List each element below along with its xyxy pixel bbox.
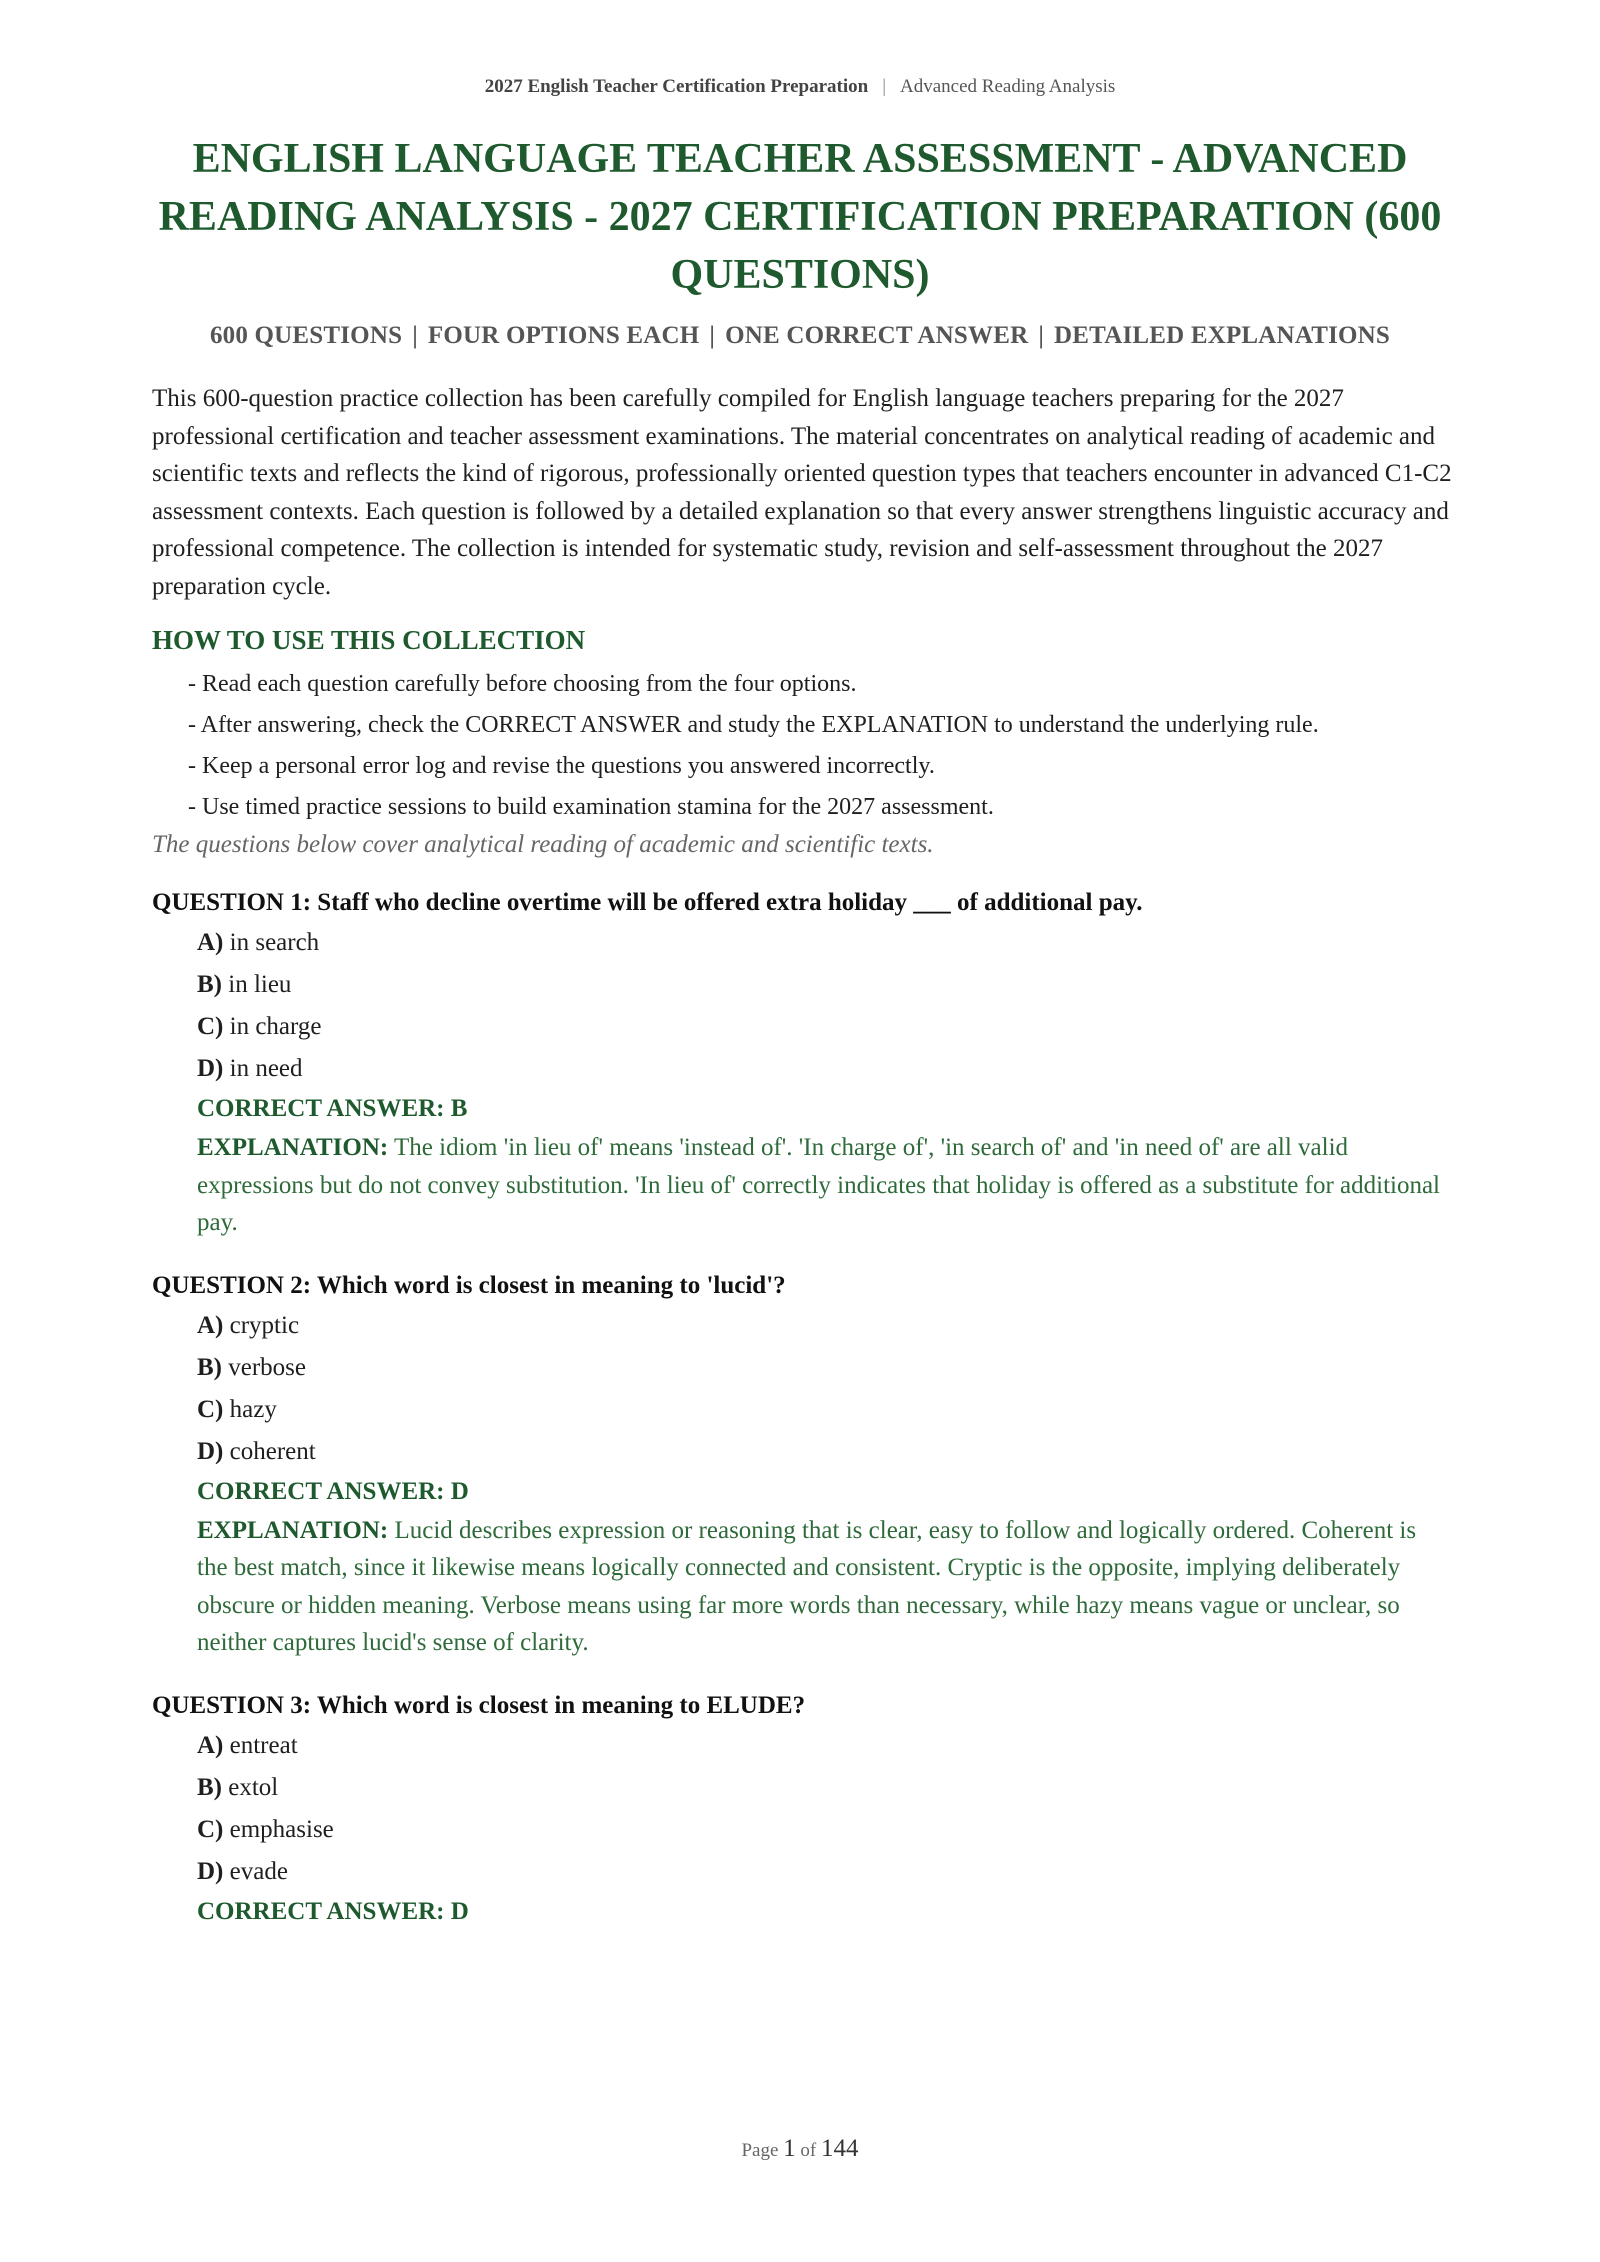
option-list	[152, 1730, 1452, 1888]
option-letter: B)	[197, 1773, 222, 1801]
question-2	[152, 1272, 1452, 1662]
option-letter: A)	[197, 929, 224, 956]
answer-value: B	[450, 1095, 468, 1122]
running-head	[0, 76, 1600, 98]
option-letter: C)	[197, 1395, 224, 1423]
option-c	[197, 1011, 1452, 1043]
option-letter: D)	[197, 1857, 224, 1885]
correct-answer	[152, 1898, 1452, 1926]
intro-paragraph: This 600-question practice collection has been carefully compiled for English language teachers preparing for the 2027 professional certification and teacher assessment examinations. The material concentrates on analytical reading of academic and scientific texts and reflects the kind of rigorous, professionally oriented question types that teachers encounter in advanced C1-C2 assessment contexts. Each question is followed by a detailed explanation so that every answer strengthens linguistic accuracy and professional competence. The collection is intended for systematic study, revision and self-assessment throughout the 2027 preparation cycle.	[152, 385, 1452, 600]
question-text: QUESTION 2: Which word is closest in meaning to 'lucid'?	[152, 1271, 786, 1299]
correct-answer	[152, 1478, 1452, 1506]
answer-label: CORRECT ANSWER:	[197, 1477, 445, 1505]
document-subtitle	[100, 322, 1500, 350]
option-letter: C)	[197, 1815, 224, 1843]
option-text: coherent	[229, 1437, 316, 1465]
correct-answer	[152, 1095, 1452, 1123]
subtitle-item: DETAILED EXPLANATIONS	[1054, 322, 1391, 349]
how-to-item: - Read each question carefully before choosing from the four options.	[188, 671, 857, 697]
option-text: evade	[229, 1857, 288, 1885]
how-to-heading: HOW TO USE THIS COLLECTION	[152, 625, 586, 655]
option-letter: D)	[197, 1055, 224, 1082]
option-d	[197, 1053, 1452, 1085]
running-head-left: 2027 English Teacher Certification Preparation	[484, 76, 869, 97]
subtitle-item: ONE CORRECT ANSWER	[725, 322, 1029, 349]
option-a	[197, 1310, 1452, 1342]
explanation-label: EXPLANATION:	[197, 1134, 389, 1161]
subtitle-separator: |	[709, 322, 716, 349]
option-text: in need	[229, 1055, 303, 1082]
answer-label: CORRECT ANSWER:	[197, 1897, 445, 1925]
option-text: hazy	[229, 1395, 277, 1423]
running-head-right: Advanced Reading Analysis	[900, 76, 1116, 97]
option-b	[197, 1352, 1452, 1384]
option-text: extol	[228, 1773, 279, 1801]
explanation	[152, 1512, 1452, 1662]
option-a	[197, 1730, 1452, 1762]
question-text: QUESTION 1: Staff who decline overtime will be offered extra holiday ___ of additional pay.	[152, 889, 1143, 916]
question-3	[152, 1692, 1452, 1926]
option-letter: D)	[197, 1437, 224, 1465]
option-text: in search	[229, 929, 320, 956]
option-b	[197, 1772, 1452, 1804]
option-a	[197, 927, 1452, 959]
option-list	[152, 1310, 1452, 1468]
subtitle-separator: |	[1038, 322, 1045, 349]
of-word: of	[800, 2140, 817, 2161]
option-c	[197, 1814, 1452, 1846]
option-c	[197, 1394, 1452, 1426]
option-letter: B)	[197, 971, 222, 998]
page-footer	[0, 2135, 1600, 2163]
option-letter: B)	[197, 1353, 222, 1381]
how-to-item: - Use timed practice sessions to build examination stamina for the 2027 assessment.	[188, 794, 994, 820]
subtitle-item: 600 QUESTIONS	[209, 322, 403, 349]
running-head-separator: |	[882, 76, 887, 97]
explanation-label: EXPLANATION:	[197, 1516, 389, 1544]
option-text: in lieu	[228, 971, 292, 998]
option-text: cryptic	[229, 1311, 300, 1339]
option-text: emphasise	[229, 1815, 334, 1843]
option-text: in charge	[229, 1013, 322, 1040]
document-title: ENGLISH LANGUAGE TEACHER ASSESSMENT - ADVANCED READING ANALYSIS - 2027 CERTIFICATION PREPARATION (600 QUESTIONS)	[158, 136, 1442, 298]
how-to-item: - After answering, check the CORRECT ANSWER and study the EXPLANATION to understand the underlying rule.	[188, 712, 1319, 738]
option-letter: A)	[197, 1311, 224, 1339]
question-1	[152, 889, 1452, 1242]
document-body	[152, 380, 1452, 1932]
answer-value: D	[450, 1477, 469, 1505]
question-text: QUESTION 3: Which word is closest in meaning to ELUDE?	[152, 1691, 806, 1719]
subtitle-item: FOUR OPTIONS EACH	[427, 322, 700, 349]
option-d	[197, 1436, 1452, 1468]
option-text: entreat	[229, 1731, 298, 1759]
option-b	[197, 969, 1452, 1001]
subtitle-separator: |	[412, 322, 418, 349]
page-number: 1	[783, 2135, 796, 2162]
explanation-text: Lucid describes expression or reasoning that is clear, easy to follow and logically ordered. Coherent is the best match, since it likewise means logically connected and consistent. Cryptic is the opposite, implying deliberately obscure or hidden meaning. Verbose means using far more words than necessary, while hazy means vague or unclear, so neither captures lucid's sense of clarity.	[197, 1516, 1417, 1656]
how-to-list	[152, 666, 1452, 825]
how-to-item: - Keep a personal error log and revise the questions you answered incorrectly.	[188, 753, 935, 779]
option-letter: A)	[197, 1731, 224, 1759]
section-note: The questions below cover analytical reading of academic and scientific texts.	[152, 831, 934, 858]
explanation	[152, 1129, 1452, 1242]
page-word: Page	[741, 2140, 779, 2161]
answer-label: CORRECT ANSWER:	[197, 1095, 445, 1122]
page-total: 144	[821, 2135, 859, 2162]
explanation-text: The idiom 'in lieu of' means 'instead of'. 'In charge of', 'in search of' and 'in need of' are all valid expressions but do not convey substitution. 'In lieu of' correctly indicates that holiday is offered as a substitute for additional pay.	[197, 1134, 1441, 1236]
option-list	[152, 927, 1452, 1085]
option-d	[197, 1856, 1452, 1888]
option-letter: C)	[197, 1013, 224, 1040]
option-text: verbose	[228, 1353, 306, 1381]
answer-value: D	[450, 1897, 469, 1925]
